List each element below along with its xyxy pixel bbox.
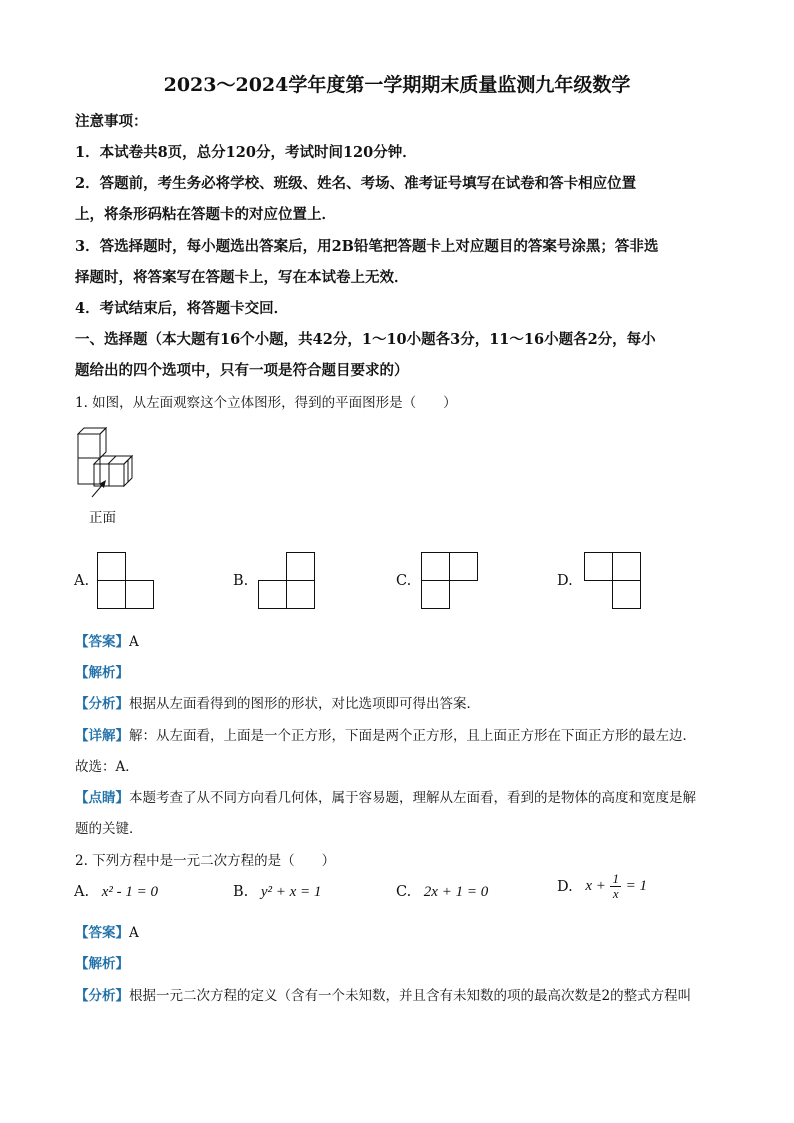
- q1-fenxi: [75, 692, 480, 712]
- q2-option-b-expr: y² + x = 1: [260, 884, 322, 900]
- option-a-label: A.: [74, 573, 90, 589]
- fraction-numerator: 1: [612, 871, 619, 886]
- xiangjie-text: 解：从左面看，上面是一个正方形，下面是两个正方形，且上面正方形在下面正方形的最左边．: [129, 728, 696, 744]
- note-item: 2．答题前，考生务必将学校、班级、姓名、考场、准考证号填写在试卷和答卡相应位置: [75, 175, 637, 192]
- q2-option-c-label: C.: [396, 884, 412, 900]
- section-heading: 一、选择题（本大题有16个小题，共42分，1～10小题各3分，11～16小题各2分，每小: [75, 331, 656, 348]
- dianjing-tag: 【点睛】: [75, 790, 129, 806]
- q1-xiangjie: [75, 724, 696, 744]
- q1-dianjing: [75, 786, 696, 806]
- option-b-figure: [258, 552, 316, 610]
- q1-analysis-heading: [75, 661, 129, 681]
- q2-fenxi: [75, 984, 691, 1004]
- note-item: 择题时，将答案写在答题卡上，写在本试卷上无效．: [75, 269, 409, 286]
- q2-option-a: [74, 884, 158, 901]
- section-heading-cont: 题给出的四个选项中，只有一项是符合题目要求的）: [75, 362, 409, 379]
- answer-value: A: [129, 925, 139, 941]
- dianjing-text: 本题考查了从不同方向看几何体，属于容易题，理解从左面看，看到的是物体的高度和宽度是解: [129, 790, 696, 806]
- q2-option-d-right: = 1: [625, 878, 647, 894]
- analysis-tag: 【解析】: [75, 956, 129, 972]
- answer-value: A: [129, 634, 139, 650]
- option-d-label: D.: [557, 573, 573, 589]
- notes-heading: 注意事项：: [75, 113, 148, 130]
- figure-label-front: 正面: [89, 510, 116, 526]
- q1-answer: [75, 630, 139, 650]
- option-a-figure: [97, 552, 155, 610]
- q2-option-c-expr: 2x + 1 = 0: [423, 884, 489, 900]
- option-c-figure: [421, 552, 479, 610]
- option-b-label: B.: [233, 573, 249, 589]
- fraction-denominator: x: [612, 886, 619, 901]
- q2-option-d-left: x +: [585, 878, 606, 894]
- question-1-stem: 1. 如图，从左面观察这个立体图形，得到的平面图形是（ ）: [75, 395, 457, 411]
- note-item: 上，将条形码粘在答题卡的对应位置上．: [75, 206, 336, 223]
- page-title: 2023～2024学年度第一学期期末质量监测九年级数学: [163, 74, 631, 96]
- q1-dianjing-cont: 题的关键．: [75, 821, 143, 837]
- q2-analysis-heading: [75, 952, 129, 972]
- q2-option-b: [233, 884, 321, 901]
- q2-option-c: [396, 884, 488, 901]
- note-item: 4．考试结束后，将答题卡交回．: [75, 300, 289, 317]
- q1-guxuan: 故选：A．: [75, 759, 139, 775]
- fenxi-text: 根据一元二次方程的定义（含有一个未知数，并且含有未知数的项的最高次数是2的整式方程叫: [129, 988, 692, 1004]
- analysis-tag: 【解析】: [75, 665, 129, 681]
- option-d-figure: [584, 552, 642, 610]
- q2-option-a-expr: x² - 1 = 0: [101, 884, 158, 900]
- q2-answer: [75, 921, 139, 941]
- xiangjie-tag: 【详解】: [75, 728, 129, 744]
- question-2-stem: 2. 下列方程中是一元二次方程的是（ ）: [75, 853, 336, 869]
- note-item: 3．答选择题时，每小题选出答案后，用2B铅笔把答题卡上对应题目的答案号涂黑；答非选: [75, 238, 659, 255]
- option-c-label: C.: [396, 573, 412, 589]
- answer-tag: 【答案】: [75, 634, 129, 650]
- note-item: 1．本试卷共8页，总分120分，考试时间120分钟．: [75, 144, 417, 161]
- q2-option-a-label: A.: [74, 884, 90, 900]
- cube-solid-figure: [74, 425, 144, 500]
- q2-option-b-label: B.: [233, 884, 249, 900]
- fenxi-tag: 【分析】: [75, 696, 129, 712]
- q2-option-d-label: D.: [557, 878, 573, 895]
- fenxi-tag: 【分析】: [75, 988, 129, 1004]
- q2-option-d-fraction: [610, 872, 621, 901]
- fenxi-text: 根据从左面看得到的图形的形状，对比选项即可得出答案．: [129, 696, 480, 712]
- answer-tag: 【答案】: [75, 925, 129, 941]
- q2-option-d: [557, 872, 647, 901]
